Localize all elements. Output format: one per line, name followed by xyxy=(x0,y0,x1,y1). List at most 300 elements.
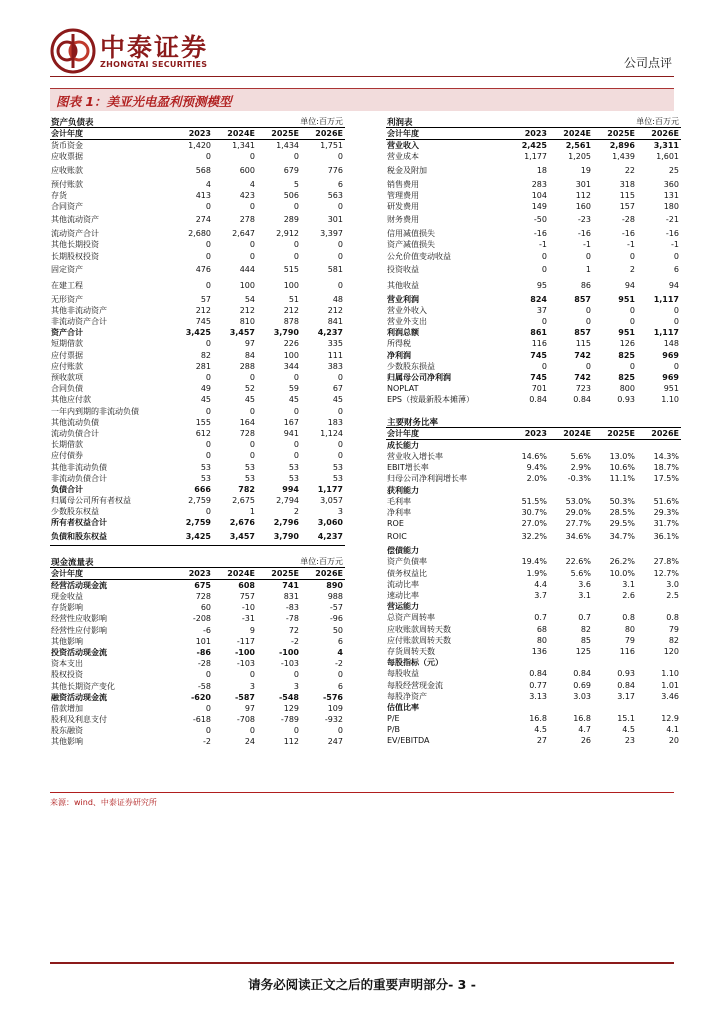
column-header: 2024E xyxy=(227,129,255,138)
cell-value: -50 xyxy=(533,215,547,225)
cell-value: 4 xyxy=(249,179,255,189)
cell-value: 51.5% xyxy=(521,496,547,506)
cell-value: 5.6% xyxy=(570,451,591,461)
cell-value: -28 xyxy=(197,659,211,669)
row-label: 应收账款 xyxy=(51,165,83,175)
cell-value: 0.84 xyxy=(573,669,591,679)
table-row xyxy=(386,212,681,228)
cell-value: 53 xyxy=(288,462,299,472)
cell-value: -1 xyxy=(627,240,635,250)
row-label: 借款增加 xyxy=(51,703,83,713)
row-label: 总资产周转率 xyxy=(387,613,435,623)
cell-value: -16 xyxy=(577,229,591,239)
cell-value: 0 xyxy=(337,726,343,736)
cell-value: 0.84 xyxy=(617,680,635,690)
cell-value: 82 xyxy=(580,624,591,634)
cell-value: 506 xyxy=(283,190,299,200)
column-header: 2026E xyxy=(651,129,679,138)
brand-name-en: ZHONGTAI SECURITIES xyxy=(100,60,208,69)
cell-value: 800 xyxy=(619,384,635,394)
cell-value: -16 xyxy=(533,229,547,239)
row-label: 资产负债率 xyxy=(387,557,427,567)
table-row xyxy=(386,151,681,162)
row-label: 毛利率 xyxy=(387,496,411,506)
column-header: 会计年度 xyxy=(51,129,83,138)
cell-value: 0.93 xyxy=(617,669,635,679)
income-statement-title: 利润表 xyxy=(387,118,413,128)
income-statement-table xyxy=(386,128,681,406)
cell-value: 0 xyxy=(205,670,211,680)
table-row xyxy=(386,262,681,278)
table-row xyxy=(50,580,345,591)
cell-value: 742 xyxy=(574,350,591,360)
row-label: 其他收益 xyxy=(387,280,419,290)
cell-value: 17.5% xyxy=(653,474,679,484)
cell-value: -789 xyxy=(280,715,299,725)
row-label: 速动比率 xyxy=(387,591,419,600)
cell-value: -16 xyxy=(621,229,635,239)
row-label: 应付债券 xyxy=(51,451,83,461)
cell-value: 0.7 xyxy=(578,613,591,623)
table-row xyxy=(386,361,681,372)
cell-value: 82 xyxy=(668,635,679,645)
cell-value: 810 xyxy=(239,317,255,327)
cell-value: 14.6% xyxy=(521,451,547,461)
row-label: EBIT增长率 xyxy=(387,463,429,473)
cell-value: 84 xyxy=(244,350,255,360)
table-row xyxy=(50,201,345,212)
cell-value: 878 xyxy=(283,317,299,327)
cell-value: 782 xyxy=(238,484,255,494)
cell-value: 4.4 xyxy=(534,579,547,589)
financial-ratios-title: 主要财务比率 xyxy=(387,417,439,428)
cell-value: -2 xyxy=(335,659,343,669)
row-label: 资本支出 xyxy=(51,659,83,669)
table-header-row xyxy=(50,568,345,580)
cell-value: 112 xyxy=(575,190,591,200)
cell-value: 164 xyxy=(239,417,255,427)
cell-value: 831 xyxy=(283,592,299,601)
balance-sheet-unit: 单位:百万元 xyxy=(300,117,343,126)
table-row xyxy=(386,713,681,724)
cell-value: 360 xyxy=(663,179,679,189)
table-row xyxy=(50,294,345,305)
row-label: 资产合计 xyxy=(51,328,83,338)
cell-value: 0 xyxy=(293,152,299,162)
cell-value: -58 xyxy=(197,681,211,691)
row-label: 其他流动负债 xyxy=(51,417,99,427)
row-label: NOPLAT xyxy=(387,384,419,394)
table-row xyxy=(386,601,681,612)
cell-value: 67 xyxy=(332,384,343,394)
column-header: 2023 xyxy=(524,428,547,438)
cell-value: 0 xyxy=(337,440,343,450)
table-row xyxy=(50,450,345,461)
table-row xyxy=(50,462,345,473)
table-row xyxy=(50,714,345,725)
row-label: 其他长期投资 xyxy=(51,240,99,250)
cell-value: 2 xyxy=(293,507,299,517)
cell-value: 72 xyxy=(288,625,299,635)
cell-value: 723 xyxy=(575,384,591,394)
cell-value: 24 xyxy=(244,737,255,747)
cell-value: 0.8 xyxy=(666,613,679,623)
row-label: 短期借款 xyxy=(51,339,83,349)
table-row xyxy=(50,473,345,484)
cell-value: 53 xyxy=(288,473,299,483)
cell-value: -100 xyxy=(278,647,299,657)
page-header xyxy=(0,0,724,80)
cell-value: 969 xyxy=(662,373,679,382)
table-row xyxy=(50,506,345,517)
cell-value: 568 xyxy=(195,165,211,175)
row-label: 所有者权益合计 xyxy=(51,518,107,528)
cell-value: 51 xyxy=(288,294,299,304)
column-header: 2026E xyxy=(315,568,343,578)
page-footer: 请务必阅读正文之后的重要声明部分- 3 - xyxy=(248,977,476,992)
cell-value: 48 xyxy=(332,294,343,304)
row-label: 应付票据 xyxy=(51,350,83,360)
cell-value: 0.93 xyxy=(617,395,635,405)
cell-value: 13.0% xyxy=(609,451,635,461)
cell-value: 212 xyxy=(283,305,299,315)
row-label: 营业外收入 xyxy=(387,305,427,315)
cell-value: 160 xyxy=(575,201,591,211)
table-row xyxy=(50,428,345,439)
cell-value: 79 xyxy=(668,624,679,634)
cell-value: 3,457 xyxy=(229,531,255,541)
table-row xyxy=(386,278,681,294)
cell-value: 515 xyxy=(283,264,299,274)
table-row xyxy=(386,473,681,484)
table-row xyxy=(386,190,681,201)
cell-value: 50.3% xyxy=(609,496,635,506)
table-row xyxy=(386,624,681,635)
cell-value: 10.0% xyxy=(609,568,635,578)
cell-value: -1 xyxy=(539,240,547,250)
row-label: 经营性应付影响 xyxy=(51,625,107,635)
figure-title-bar xyxy=(50,88,674,111)
cash-flow-title: 现金流量表 xyxy=(51,557,94,568)
column-header: 会计年度 xyxy=(387,129,419,138)
cell-value: 25 xyxy=(668,165,679,175)
cell-value: 80 xyxy=(624,624,635,634)
cell-value: 3.1 xyxy=(578,591,591,600)
cell-value: 1,434 xyxy=(276,141,299,151)
row-label: 销售费用 xyxy=(387,179,419,189)
table-row xyxy=(386,518,681,529)
cell-value: 31.7% xyxy=(653,519,679,529)
cell-value: 2.9% xyxy=(570,463,591,473)
row-label: 少数股东损益 xyxy=(387,361,435,371)
cell-value: 0 xyxy=(293,406,299,416)
cell-value: 4 xyxy=(205,179,211,189)
cell-value: 728 xyxy=(195,592,211,601)
cell-value: -2 xyxy=(203,737,211,747)
table-row xyxy=(386,657,681,668)
row-label: 偿债能力 xyxy=(387,546,419,556)
table-row xyxy=(50,736,345,747)
cell-value: 2,896 xyxy=(609,141,635,151)
cell-value: -1 xyxy=(583,240,591,250)
row-label: 净利润 xyxy=(387,350,411,360)
source-note: 来源：wind、中泰证券研究所 xyxy=(50,798,157,807)
cell-value: 3.0 xyxy=(666,579,679,589)
cell-value: 101 xyxy=(195,636,211,646)
cell-value: -86 xyxy=(196,647,211,657)
row-label: 每股净资产 xyxy=(387,691,427,701)
table-row xyxy=(386,646,681,657)
cell-value: 0 xyxy=(337,240,343,250)
cell-value: 155 xyxy=(195,417,211,427)
cell-value: 136 xyxy=(531,646,547,656)
cash-flow-table xyxy=(50,568,345,748)
cell-value: 15.1 xyxy=(617,714,635,724)
cell-value: 745 xyxy=(530,350,547,360)
row-label: 预付账款 xyxy=(51,179,83,189)
cell-value: 2,425 xyxy=(521,141,547,151)
financial-ratios-table xyxy=(386,428,681,747)
cell-value: 0 xyxy=(629,305,635,315)
cell-value: 120 xyxy=(663,646,679,656)
table-header-row xyxy=(386,128,681,140)
cash-flow-unit: 单位:百万元 xyxy=(300,556,343,566)
row-label: 存货 xyxy=(51,190,67,200)
table-row xyxy=(386,668,681,679)
cell-value: -78 xyxy=(285,614,299,624)
row-label: 合同负债 xyxy=(51,384,83,394)
row-label: 应收账款周转天数 xyxy=(387,624,451,634)
cell-value: 18 xyxy=(536,165,547,175)
table-row xyxy=(386,201,681,212)
cell-value: 5.6% xyxy=(570,568,591,578)
table-header-row xyxy=(50,128,345,140)
row-label: 应付账款周转天数 xyxy=(387,635,451,645)
cell-value: 0 xyxy=(249,670,255,680)
cell-value: 10.6% xyxy=(609,463,635,473)
row-label: 归属母公司所有者权益 xyxy=(51,496,131,506)
cell-value: 1,117 xyxy=(653,294,679,304)
cell-value: 3 xyxy=(337,507,343,517)
cell-value: -96 xyxy=(329,614,343,624)
cell-value: 52 xyxy=(244,384,255,394)
cell-value: 335 xyxy=(327,339,343,349)
cell-value: -2 xyxy=(291,636,299,646)
table-row xyxy=(50,647,345,658)
row-label: EPS（按最新股本摊薄） xyxy=(387,395,474,405)
cell-value: 3,057 xyxy=(320,496,343,506)
table-row xyxy=(386,316,681,327)
zhongtai-logo-icon xyxy=(50,28,96,74)
income-statement-heading xyxy=(386,116,681,128)
cell-value: 0 xyxy=(249,451,255,461)
cell-value: 776 xyxy=(327,165,343,175)
row-label: 现金收益 xyxy=(51,592,83,601)
cell-value: 27.7% xyxy=(565,519,591,529)
table-row xyxy=(50,703,345,714)
cell-value: 1 xyxy=(585,264,591,274)
cell-value: 112 xyxy=(283,737,299,747)
row-label: 每股经营现金流 xyxy=(387,680,443,690)
cell-value: 0 xyxy=(293,670,299,680)
cell-value: 0 xyxy=(337,201,343,211)
cell-value: 212 xyxy=(239,305,255,315)
cell-value: 278 xyxy=(239,215,255,225)
cell-value: 824 xyxy=(530,294,547,304)
cell-value: 741 xyxy=(282,580,299,590)
brand-name-cn: 中泰证券 xyxy=(100,33,209,62)
cell-value: 857 xyxy=(574,328,591,338)
cell-value: 6 xyxy=(337,681,343,691)
cell-value: 6 xyxy=(337,179,343,189)
column-header: 2023 xyxy=(188,129,211,138)
column-header: 2026E xyxy=(315,129,343,138)
row-label: 少数股东权益 xyxy=(51,507,99,517)
cell-value: 6 xyxy=(673,264,679,274)
cell-value: 86 xyxy=(580,280,591,290)
cell-value: 0.84 xyxy=(529,669,547,679)
cell-value: 167 xyxy=(283,417,299,427)
cell-value: 111 xyxy=(327,350,343,360)
cell-value: 0 xyxy=(673,305,679,315)
cell-value: 1,177 xyxy=(524,152,547,162)
cell-value: 675 xyxy=(194,580,211,590)
column-header: 会计年度 xyxy=(51,568,83,578)
cell-value: 27.8% xyxy=(653,557,679,567)
row-label: 研发费用 xyxy=(387,201,419,211)
cell-value: 29.3% xyxy=(653,507,679,517)
cell-value: 4.7 xyxy=(578,725,591,735)
cell-value: 728 xyxy=(239,428,255,438)
cell-value: 45 xyxy=(288,395,299,405)
cell-value: -708 xyxy=(236,715,255,725)
cell-value: 2,794 xyxy=(276,496,299,506)
row-label: 营运能力 xyxy=(387,602,419,612)
cell-value: 82 xyxy=(200,350,211,360)
cell-value: 0 xyxy=(205,339,211,349)
table-row xyxy=(386,724,681,735)
table-row xyxy=(386,496,681,507)
cell-value: -103 xyxy=(280,659,299,669)
row-label: 每股指标（元） xyxy=(387,658,443,668)
cell-value: 212 xyxy=(195,305,211,315)
table-row xyxy=(386,383,681,394)
cell-value: 3.13 xyxy=(529,691,547,701)
row-label: 净利率 xyxy=(387,507,411,517)
cell-value: 0 xyxy=(629,251,635,261)
cell-value: 2,647 xyxy=(232,229,255,239)
table-row xyxy=(50,278,345,294)
cell-value: 0 xyxy=(249,201,255,211)
cell-value: -932 xyxy=(324,715,343,725)
cell-value: 6 xyxy=(337,636,343,646)
cell-value: -28 xyxy=(621,215,635,225)
cell-value: 97 xyxy=(244,703,255,713)
row-label: 其他应付款 xyxy=(51,395,91,405)
cell-value: 861 xyxy=(530,328,547,338)
cell-value: 0 xyxy=(585,317,591,327)
cell-value: 27.0% xyxy=(521,519,547,529)
cell-value: 115 xyxy=(619,190,635,200)
cell-value: 825 xyxy=(618,373,635,382)
cell-value: 53 xyxy=(244,462,255,472)
cell-value: 28.5% xyxy=(609,507,635,517)
cell-value: 608 xyxy=(238,580,255,590)
cell-value: 0 xyxy=(293,251,299,261)
cell-value: 3,425 xyxy=(185,328,211,338)
cell-value: 2,759 xyxy=(185,518,211,528)
cell-value: 22.6% xyxy=(565,557,591,567)
left-column xyxy=(50,116,345,748)
cell-value: 12.7% xyxy=(653,568,679,578)
financial-ratios-heading xyxy=(386,416,681,428)
table-row xyxy=(386,568,681,579)
column-header: 2023 xyxy=(188,568,211,578)
cell-value: 1,177 xyxy=(317,484,343,494)
table-row xyxy=(50,406,345,417)
cell-value: 183 xyxy=(327,417,343,427)
cell-value: 94 xyxy=(668,280,679,290)
cell-value: 4.5 xyxy=(534,725,547,735)
table-row xyxy=(50,163,345,179)
cell-value: 0 xyxy=(337,406,343,416)
balance-sheet-heading xyxy=(50,116,345,128)
cell-value: 26 xyxy=(580,736,591,746)
cell-value: 3,397 xyxy=(320,229,343,239)
cell-value: 0 xyxy=(337,251,343,261)
cell-value: 581 xyxy=(327,264,343,274)
cell-value: 19 xyxy=(580,165,591,175)
row-label: 营业收入 xyxy=(387,141,419,151)
cell-value: 1,341 xyxy=(232,141,255,151)
cell-value: 318 xyxy=(619,179,635,189)
cell-value: 0.84 xyxy=(529,395,547,405)
cell-value: 2.5 xyxy=(666,591,679,600)
cell-value: 125 xyxy=(575,646,591,656)
row-label: 营业利润 xyxy=(387,294,419,304)
cell-value: 37 xyxy=(536,305,547,315)
cell-value: 34.6% xyxy=(565,532,591,542)
cell-value: 4.1 xyxy=(666,725,679,735)
cell-value: -208 xyxy=(192,614,211,624)
table-row xyxy=(50,372,345,383)
table-row xyxy=(386,545,681,556)
cell-value: 1.10 xyxy=(661,669,679,679)
cell-value: 80 xyxy=(536,635,547,645)
cell-value: 3.6 xyxy=(578,579,591,589)
cell-value: 301 xyxy=(575,179,591,189)
cell-value: 344 xyxy=(283,361,299,371)
cell-value: 54 xyxy=(244,294,255,304)
table-row xyxy=(50,417,345,428)
cell-value: 79 xyxy=(624,635,635,645)
cell-value: -117 xyxy=(236,636,255,646)
table-row xyxy=(386,485,681,496)
row-label: 存货影响 xyxy=(51,603,83,613)
table-row xyxy=(50,151,345,162)
table-row xyxy=(386,590,681,601)
cell-value: 0 xyxy=(337,451,343,461)
cell-value: 45 xyxy=(200,395,211,405)
table-row xyxy=(386,556,681,567)
cell-value: 57 xyxy=(200,294,211,304)
row-label: 营业外支出 xyxy=(387,317,427,327)
cell-value: 116 xyxy=(531,339,547,349)
row-label: 一年内到期的非流动负债 xyxy=(51,406,139,416)
row-label: 长期借款 xyxy=(51,440,83,450)
cell-value: 0 xyxy=(249,406,255,416)
row-label: 获利能力 xyxy=(387,485,419,495)
